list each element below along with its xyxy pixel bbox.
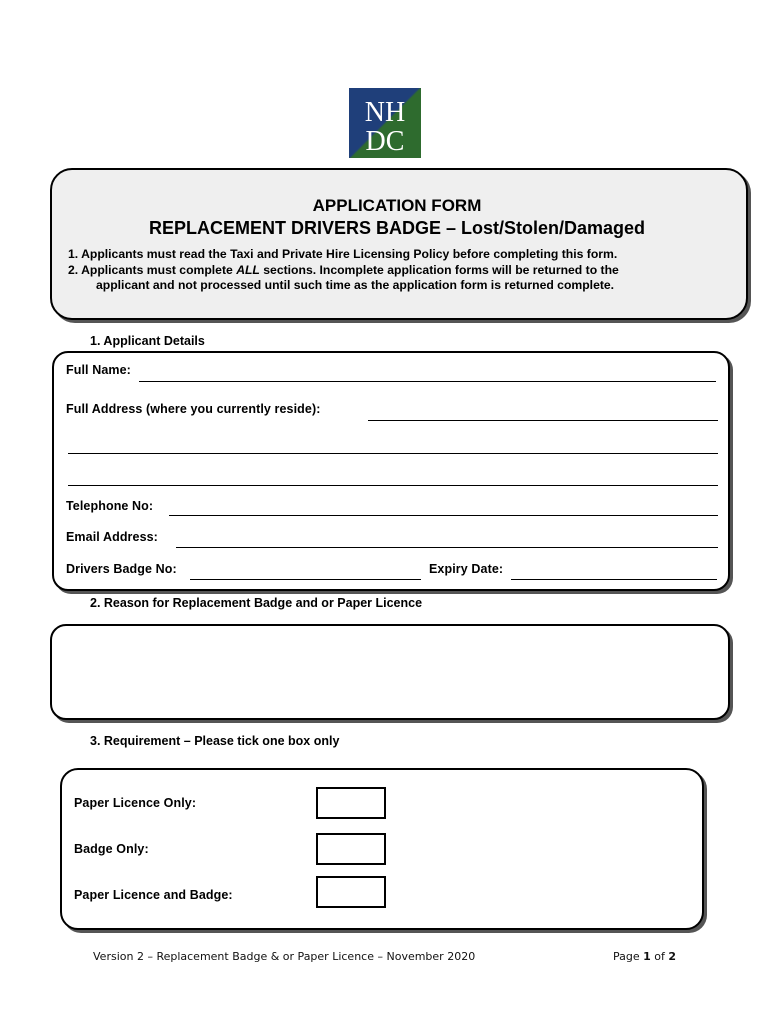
page-word: Page bbox=[613, 950, 644, 963]
instruction-2-end: sections. Incomplete application forms will be returned to the bbox=[259, 263, 619, 277]
footer-version: Version 2 – Replacement Badge & or Paper Licence – November 2020 bbox=[93, 950, 476, 963]
applicant-details-box bbox=[52, 351, 730, 591]
full-name-label: Full Name: bbox=[66, 363, 131, 377]
option-paper-licence-and-badge-label: Paper Licence and Badge: bbox=[74, 888, 233, 902]
telephone-label: Telephone No: bbox=[66, 499, 154, 513]
logo-line1: NH bbox=[364, 97, 406, 128]
option-badge-only-label: Badge Only: bbox=[74, 842, 149, 856]
full-address-field-1[interactable] bbox=[368, 420, 718, 421]
nhdc-logo bbox=[349, 88, 421, 158]
page-of: of bbox=[650, 950, 669, 963]
expiry-date-field[interactable] bbox=[511, 579, 717, 580]
section-2-heading: 2. Reason for Replacement Badge and or Paper Licence bbox=[90, 596, 423, 610]
instruction-2 bbox=[68, 262, 738, 278]
expiry-date-label: Expiry Date: bbox=[429, 562, 504, 576]
section-3-heading: 3. Requirement – Please tick one box only bbox=[90, 734, 340, 748]
header-box bbox=[50, 168, 748, 320]
badge-number-label: Drivers Badge No: bbox=[66, 562, 177, 576]
option-paper-licence-and-badge-checkbox[interactable] bbox=[316, 876, 386, 908]
badge-number-field[interactable] bbox=[190, 579, 421, 580]
option-badge-only-checkbox[interactable] bbox=[316, 833, 386, 865]
email-field[interactable] bbox=[176, 547, 718, 548]
full-name-field[interactable] bbox=[139, 381, 716, 382]
instruction-2-emphasis: ALL bbox=[236, 263, 260, 277]
footer-page-number bbox=[613, 950, 676, 963]
logo-line2: DC bbox=[365, 126, 405, 157]
instruction-2-start: 2. Applicants must complete bbox=[68, 263, 237, 277]
instruction-2-continued: applicant and not processed until such time as the application form is returned complete. bbox=[96, 278, 615, 292]
page-current: 1 bbox=[643, 950, 651, 963]
form-title: APPLICATION FORM bbox=[312, 196, 482, 215]
instruction-1: 1. Applicants must read the Taxi and Private Hire Licensing Policy before completing this form. bbox=[68, 247, 618, 261]
reason-textbox[interactable] bbox=[50, 624, 730, 720]
form-subtitle: REPLACEMENT DRIVERS BADGE – Lost/Stolen/Damaged bbox=[148, 218, 646, 238]
full-address-field-3[interactable] bbox=[68, 485, 718, 486]
full-address-label: Full Address (where you currently reside): bbox=[66, 402, 321, 416]
nhdc-logo-graphic bbox=[349, 88, 421, 158]
full-address-field-2[interactable] bbox=[68, 453, 718, 454]
section-1-heading: 1. Applicant Details bbox=[90, 334, 205, 348]
telephone-field[interactable] bbox=[169, 515, 718, 516]
option-paper-licence-only-label: Paper Licence Only: bbox=[74, 796, 197, 810]
page-total: 2 bbox=[668, 950, 677, 963]
email-label: Email Address: bbox=[66, 530, 158, 544]
option-paper-licence-only-checkbox[interactable] bbox=[316, 787, 386, 819]
